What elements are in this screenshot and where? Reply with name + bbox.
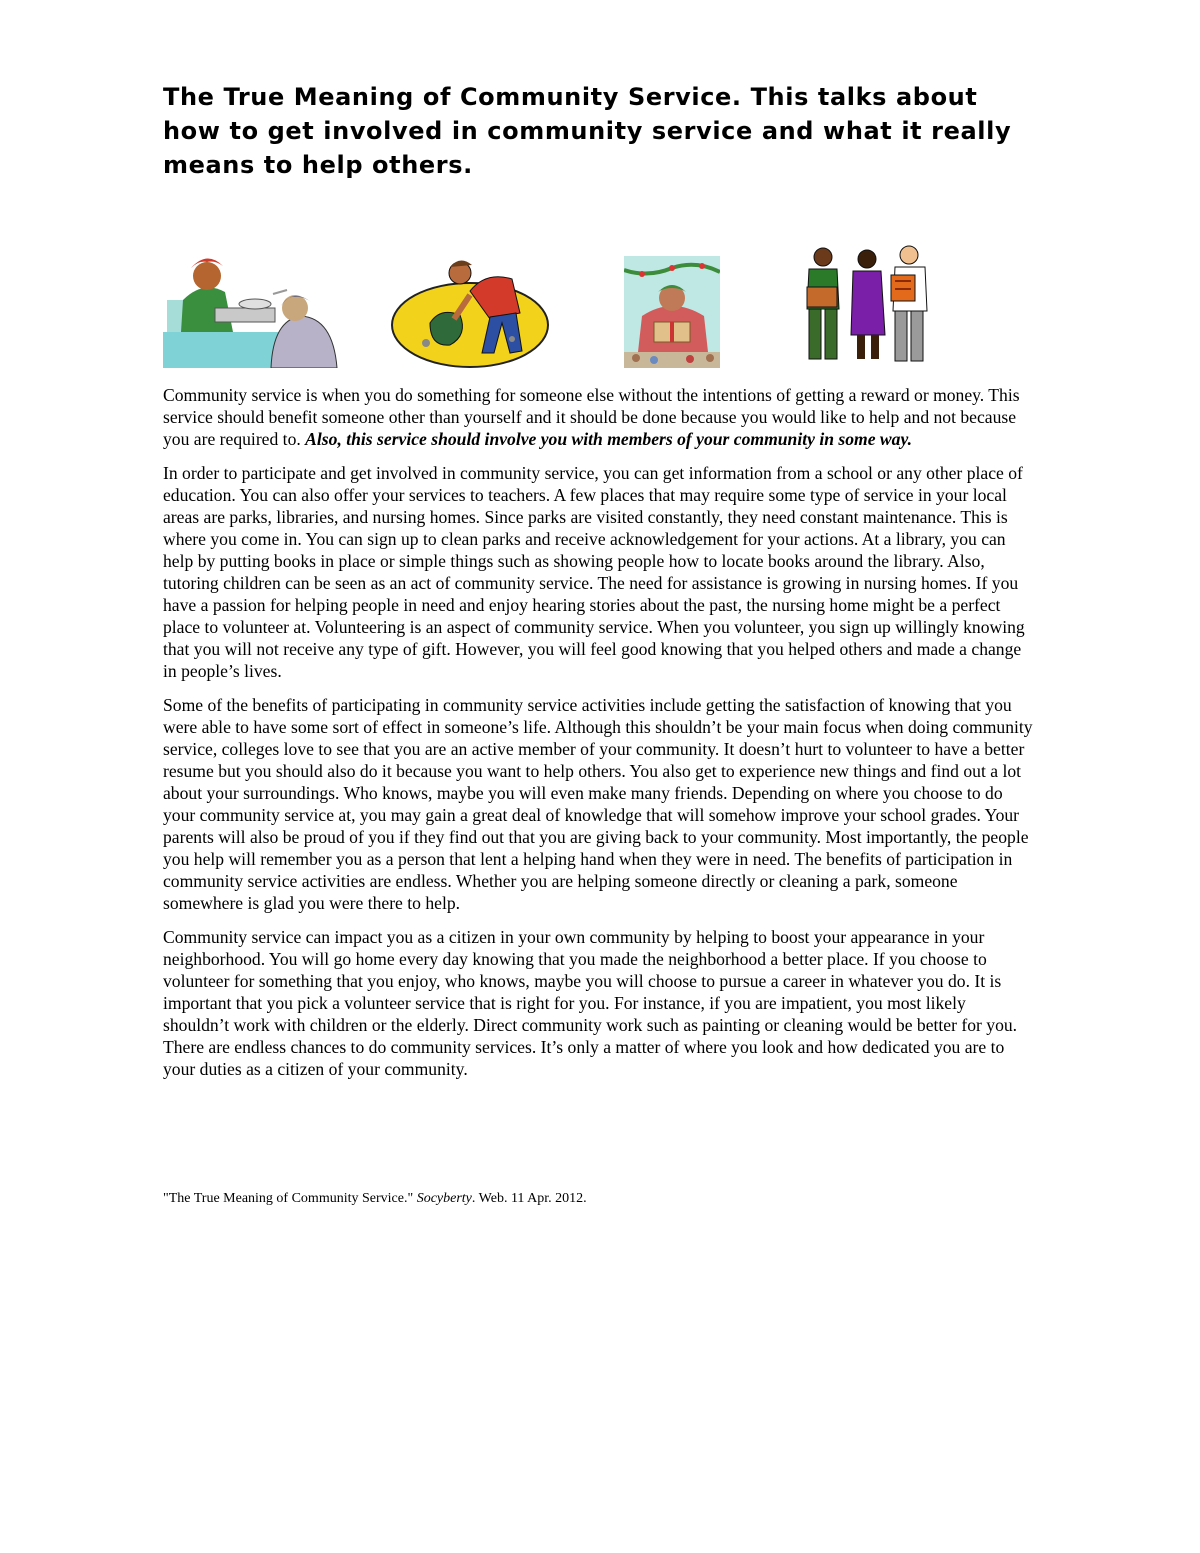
volunteer-cleaning-park-illustration <box>390 253 550 371</box>
citation-title: "The True Meaning of Community Service." <box>163 1191 417 1206</box>
person-2-head <box>858 250 876 268</box>
paragraph-text: Community service is when you do something for someone else without the intentions of getting a reward or money. This service should benefit someone other than yourself and it should be done because you would like to help and not because you are required to. <box>163 385 1020 449</box>
document-body <box>163 384 1033 1092</box>
emphasized-text: Also, this service should involve you with members of your community in some way. <box>305 429 913 449</box>
paragraph-impact: Community service can impact you as a citizen in your own community by helping to boost your appearance in your neighborhood. You will go home every day knowing that you made the neighborhood a better place. If you choose to volunteer for something that you enjoy, who knows, maybe you will choose to pursue a career in whatever you do. It is important that you pick a volunteer service that is right for you. For instance, if you are impatient, you most likely shouldn’t work with children or the elderly. Direct community work such as painting or cleaning would be better for you. There are endless chances to do community services. It’s only a matter of where you look and how dedicated you are to your duties as a citizen of your community. <box>163 927 1018 1079</box>
person-1-head <box>814 248 832 266</box>
citation <box>163 1190 1033 1208</box>
donation-box <box>807 287 837 307</box>
document-title: The True Meaning of Community Service. This talks about how to get involved in community service and what it really means to help others. <box>163 83 1012 179</box>
citation-source: Socyberty <box>416 1191 472 1206</box>
volunteer-serving-meal-illustration <box>163 250 343 368</box>
paragraph-getting-involved: In order to participate and get involved in community service, you can get information from a school or any other place of education. You can also offer your services to teachers. A few places that may require some type of service in your local areas are parks, libraries, and nursing homes. Since parks are visited constantly, they need constant maintenance. This is where you come in. You can sign up to clean parks and receive acknowledgement for your actions. At a library, you can help by putting books in place or simple things such as showing people how to locate books around the library. Also, tutoring children can be seen as an act of community service. The need for assistance is growing in nursing homes. If you have a passion for helping people in need and enjoy hearing stories about the past, the nursing home might be a perfect place to volunteer at. Volunteering is an aspect of community service. When you volunteer, you sign up willingly knowing that you will not receive any type of gift. However, you will feel good knowing that you helped others and made a change in people’s lives. <box>163 463 1025 681</box>
citation-date: . Web. 11 Apr. 2012. <box>471 1191 587 1206</box>
person-2-dress <box>851 271 885 335</box>
person-3-head <box>900 246 918 264</box>
guest-head <box>282 295 308 321</box>
volunteer-holiday-gift-illustration <box>624 256 720 368</box>
paragraph-definition <box>163 384 1033 450</box>
volunteers-group-donation-illustration <box>795 245 937 367</box>
paragraph-benefits: Some of the benefits of participating in community service activities include getting the satisfaction of knowing that you were able to have some sort of effect in someone’s life. Although this shouldn’t be your main focus when doing community service, colleges love to see that you are an active member of your community. It doesn’t hurt to volunteer to have a better resume but you should also do it because you want to help others. You also get to experience new things and find out a lot about your surroundings. Who knows, maybe you will even make many friends. Depending on where you choose to do your community service at, you may gain a great deal of knowledge that will somehow improve your school grades. Your parents will also be proud of you if they find out that you are giving back to your community. Most importantly, the people you help will remember you as a person that lent a helping hand when they were in need. The benefits of participation in community service activities are endless. Whether you are helping someone directly or cleaning a park, someone somewhere is glad you were there to help. <box>163 695 1033 913</box>
counter-shape <box>163 332 283 368</box>
server-head <box>193 262 221 290</box>
